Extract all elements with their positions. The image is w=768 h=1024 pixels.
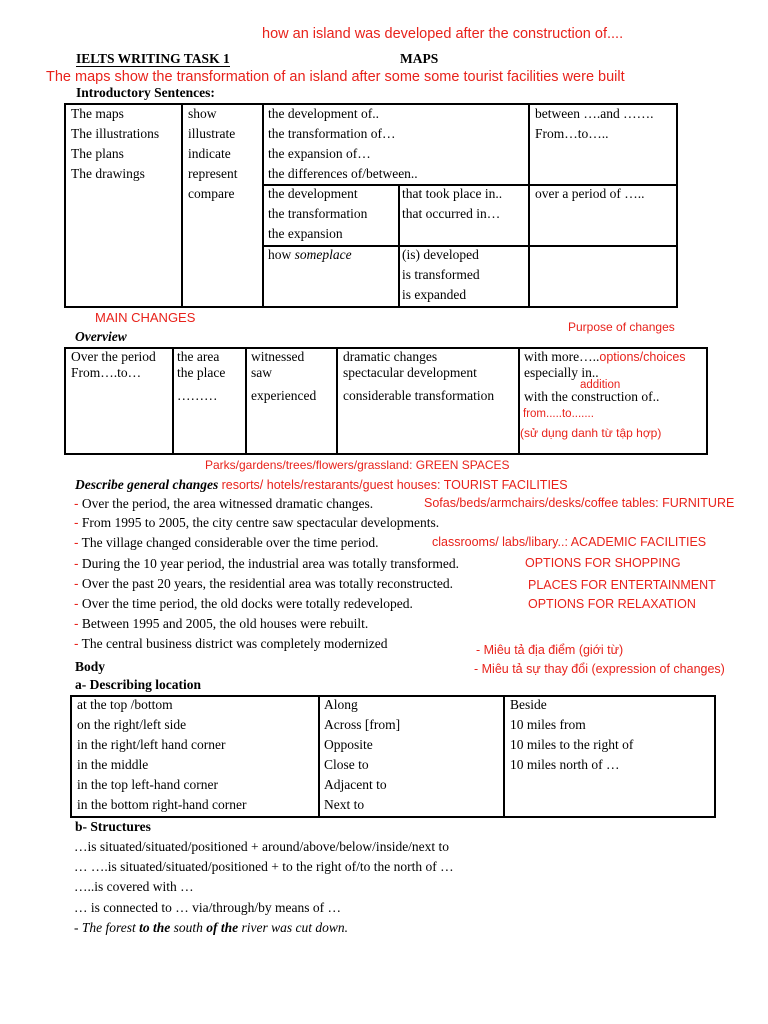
overview-col-extra: with more…..options/choices especially in.. [524, 349, 686, 380]
vietnamese-note-location: - Miêu tả địa điểm (giới từ) [476, 643, 624, 657]
relaxation-note: OPTIONS FOR RELAXATION [528, 597, 696, 611]
overview-col-verb: witnessed saw experienced [251, 349, 317, 403]
intro-note: The maps show the transformation of an island after some some tourist facilities were built [46, 69, 625, 85]
overview-col-time: Over the period From….to… [71, 349, 156, 380]
academic-note: classrooms/ labs/libary..: ACADEMIC FACILITIES [432, 535, 707, 549]
intro-col-time-top: between ….and ……. From…to….. [535, 106, 654, 141]
list-item: - Over the time period, the old docks were totally redeveloped. [74, 596, 413, 611]
location-col-prepositions: Along Across [from] Opposite Close to Adjacent to Next to [324, 697, 401, 812]
location-col-distances: Beside 10 miles from 10 miles to the right of 10 miles north of … [510, 697, 634, 772]
intro-col-clause-bottom: (is) developed is transformed is expanded [402, 247, 480, 302]
intro-col-time-mid: over a period of ….. [535, 186, 645, 201]
intro-col-verbs: show illustrate indicate represent compare [188, 106, 238, 201]
intro-col-objects-top: the development of.. the transformation of… the expansion of… the differences of/between.. [268, 106, 418, 181]
entertainment-note: PLACES FOR ENTERTAINMENT [528, 578, 716, 592]
main-changes-note: MAIN CHANGES [95, 310, 196, 325]
body-heading: Body [75, 659, 106, 674]
list-item: … ….is situated/situated/positioned + to the right of/to the north of … [74, 859, 454, 874]
list-item: - Between 1995 and 2005, the old houses were rebuilt. [74, 616, 369, 631]
furniture-note: Sofas/beds/armchairs/desks/coffee tables: FURNITURE [424, 496, 735, 510]
list-item: …is situated/situated/positioned + around/above/below/inside/next to [74, 839, 450, 854]
location-col-positions: at the top /bottom on the right/left side in the right/left hand corner in the middle in the top left-hand corner in the bottom right-hand corner [77, 697, 247, 812]
overview-heading: Overview [75, 329, 127, 344]
task-title: IELTS WRITING TASK 1 [76, 51, 230, 66]
top-note: how an island was developed after the construction of.... [262, 26, 624, 42]
example-sentence: - The forest to the south of the river was cut down. [74, 920, 349, 935]
intro-col-objects-mid: the development the transformation the expansion [268, 186, 368, 241]
overview-col-subject: the area the place ……… [177, 349, 226, 403]
intro-col-subjects: The maps The illustrations The plans The drawings [71, 106, 160, 181]
structures-heading: b- Structures [75, 819, 151, 834]
purpose-note: Purpose of changes [568, 320, 675, 334]
general-heading: Describe general changes [75, 477, 219, 492]
list-item: …..is covered with … [74, 879, 194, 894]
list-item: … is connected to … via/through/by means of … [74, 900, 341, 915]
list-item: - Over the past 20 years, the residential area was totally reconstructed. [74, 576, 453, 591]
list-item: - The central business district was completely modernized [74, 636, 388, 651]
location-heading: a- Describing location [75, 677, 201, 692]
list-item: - Over the period, the area witnessed dramatic changes. [74, 496, 374, 511]
intro-heading: Introductory Sentences: [76, 85, 215, 100]
shopping-note: OPTIONS FOR SHOPPING [525, 556, 681, 570]
overview-col-object: dramatic changes spectacular development considerable transformation [343, 349, 495, 403]
list-item: - During the 10 year period, the industrial area was totally transformed. [74, 556, 460, 571]
overview-construction: with the construction of.. [524, 389, 660, 404]
maps-label: MAPS [400, 51, 439, 66]
list-item: - From 1995 to 2005, the city centre saw spectacular developments. [74, 515, 440, 530]
intro-col-clause-mid: that took place in.. that occurred in… [402, 186, 503, 221]
vietnamese-note-changes: - Miêu tả sự thay đổi (expression of changes) [474, 662, 725, 676]
green-spaces-note: Parks/gardens/trees/flowers/grassland: GREEN SPACES [205, 458, 510, 472]
list-item: - The village changed considerable over the time period. [74, 535, 379, 550]
from-to-note: from.....to....... [523, 408, 594, 420]
tourist-facilities-note: resorts/ hotels/restarants/guest houses: TOURIST FACILITIES [221, 478, 568, 492]
general-heading-line [75, 477, 568, 493]
intro-col-objects-bottom: how someplace [268, 247, 352, 262]
addition-note: addition [580, 379, 621, 391]
collective-noun-note: (sử dụng danh từ tập hợp) [520, 426, 662, 440]
